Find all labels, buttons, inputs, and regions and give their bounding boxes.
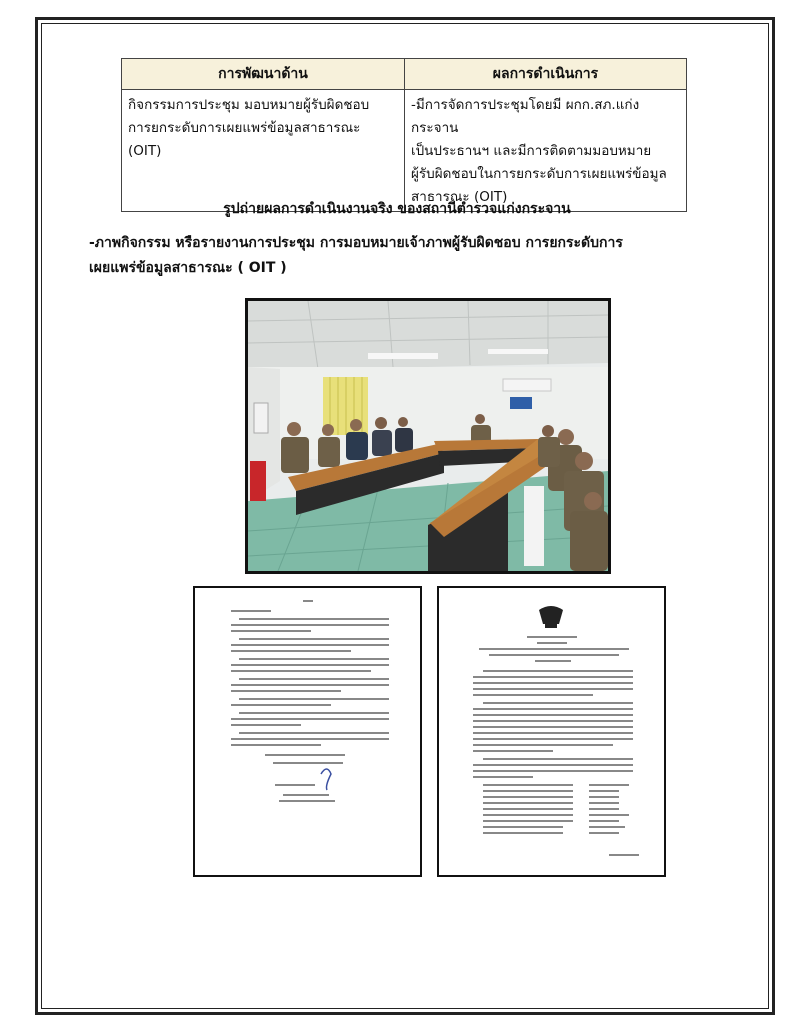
cell-line: กิจกรรมการประชุม มอบหมายผู้รับผิดชอบ xyxy=(128,97,370,113)
garuda-emblem-icon xyxy=(539,606,563,628)
cell-line: การยกระดับการเผยแพร่ข้อมูลสาธารณะ xyxy=(128,120,361,136)
document-text-lines xyxy=(439,588,664,875)
cell-line: เป็นประธานฯ และมีการติดตามมอบหมาย xyxy=(411,143,652,159)
cell-line: ผู้รับผิดชอบในการยกระดับการเผยแพร่ข้อมูล xyxy=(411,166,667,182)
table-header-row xyxy=(122,59,687,90)
table-cell-result xyxy=(405,90,687,212)
cell-line: (OIT) xyxy=(128,143,162,159)
cell-line: -มีการจัดการประชุมโดยมี ผกก.สภ.แก่งกระจาน xyxy=(411,97,640,136)
table-row xyxy=(122,90,687,212)
meeting-report-document-page xyxy=(193,586,422,877)
table-header-development: การพัฒนาด้าน xyxy=(122,59,405,90)
meeting-photo xyxy=(245,298,611,574)
subheading-line: -ภาพกิจกรรม หรือรายงานการประชุม การมอบหมายเจ้าภาพผู้รับผิดชอบ การยกระดับการ xyxy=(89,235,623,251)
subheading-line: เผยแพร่ข้อมูลสาธารณะ ( OIT ) xyxy=(89,260,287,276)
table-cell-activity xyxy=(122,90,405,212)
activity-subheading xyxy=(89,231,709,281)
cell-line: สาธารณะ (OIT) xyxy=(411,189,508,205)
summary-table xyxy=(121,58,687,212)
meeting-scene-illustration xyxy=(248,301,608,571)
document-text-lines xyxy=(195,588,420,875)
assignment-order-document-page xyxy=(437,586,666,877)
table-header-result: ผลการดำเนินการ xyxy=(405,59,687,90)
photo-caption: รูปถ่ายผลการดำเนินงานจริง ของสถานีตำรวจแก่งกระจาน xyxy=(223,201,571,217)
